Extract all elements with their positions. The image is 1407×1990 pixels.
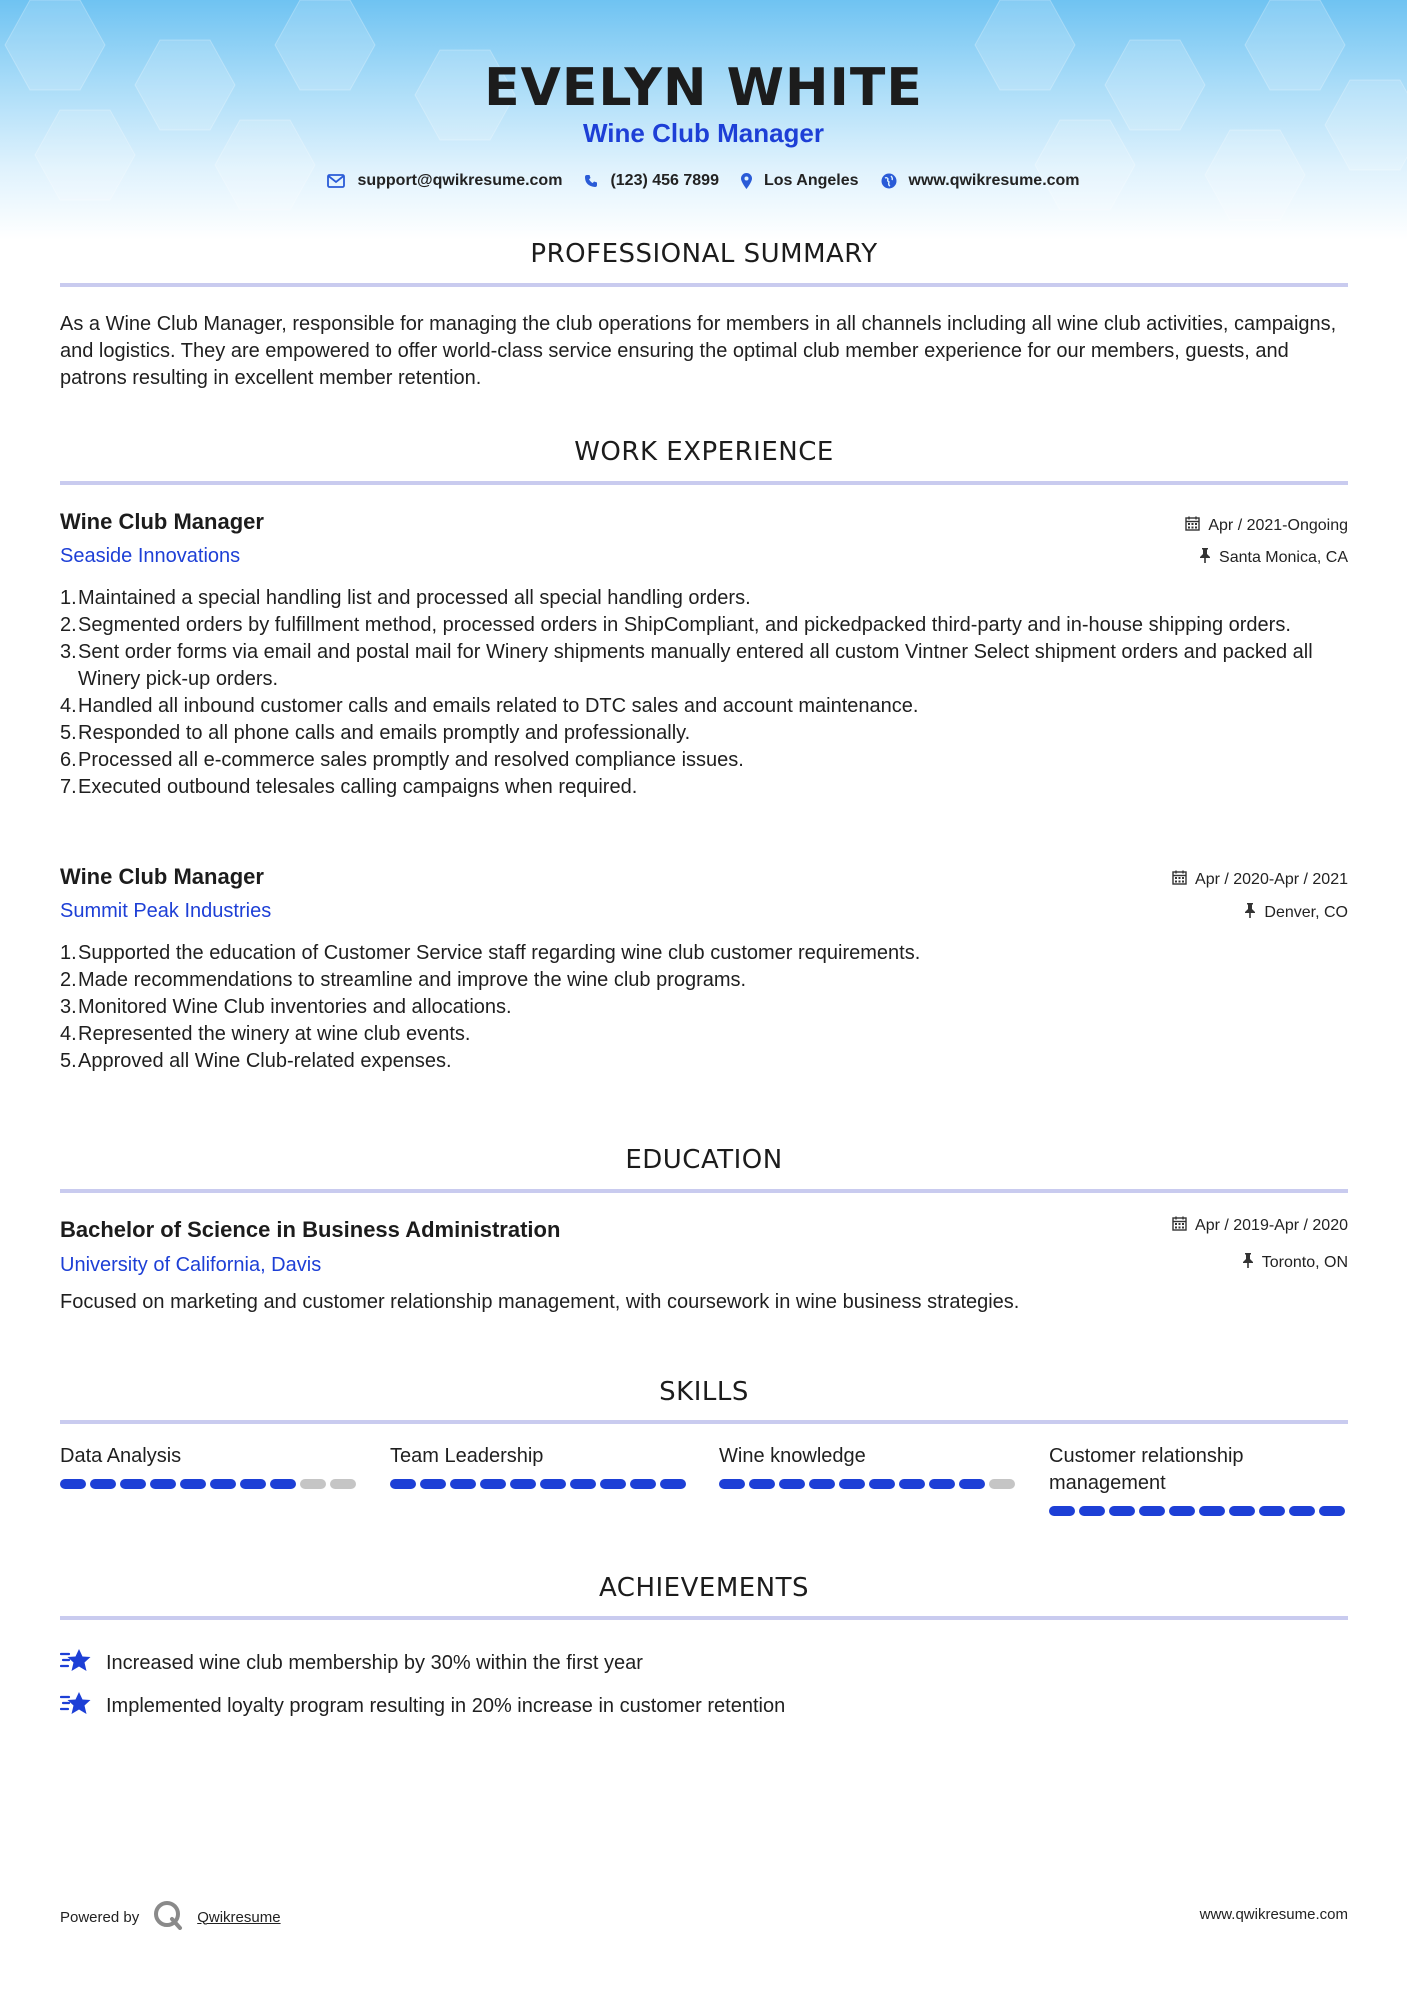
skill-rating-segment bbox=[1259, 1506, 1285, 1516]
map-pin-icon bbox=[741, 173, 752, 189]
skill-rating-bar bbox=[1049, 1506, 1349, 1516]
section-divider bbox=[60, 1189, 1348, 1193]
skill-rating-segment bbox=[989, 1479, 1015, 1489]
skill-rating-segment bbox=[540, 1479, 566, 1489]
skill-name: Team Leadership bbox=[390, 1445, 544, 1467]
list-text: Segmented orders by fulfillment method, processed orders in ShipCompliant, and pickedpacked third-party and in-house shipping orders. bbox=[78, 614, 1291, 636]
summary-text: As a Wine Club Manager, responsible for managing the club operations for members in all channels including all wine club activities, campaigns, and logistics. They are empowered to offer world-class service ensuring the optimal club member experience for our members, guests, and patrons resulting in excellent member retention. bbox=[60, 313, 1337, 389]
achievement-item bbox=[60, 1689, 785, 1723]
skill-rating-segment bbox=[1079, 1506, 1105, 1516]
skill-item bbox=[1049, 1443, 1349, 1516]
dates-text: Apr / 2021-Ongoing bbox=[1208, 517, 1348, 534]
calendar-icon bbox=[1172, 870, 1187, 890]
location-text: Santa Monica, CA bbox=[1219, 549, 1348, 566]
list-number: 4. bbox=[60, 695, 77, 717]
footer-powered-by bbox=[60, 1900, 281, 1934]
list-item bbox=[60, 994, 1348, 1021]
skill-rating-segment bbox=[180, 1479, 206, 1489]
skill-rating-segment bbox=[150, 1479, 176, 1489]
skill-rating-segment bbox=[1289, 1506, 1315, 1516]
location-text: Los Angeles bbox=[763, 172, 859, 189]
list-number: 7. bbox=[60, 776, 77, 798]
skill-rating-segment bbox=[420, 1479, 446, 1489]
list-text: Represented the winery at wine club events. bbox=[78, 1023, 471, 1045]
list-text: Maintained a special handling list and processed all special handling orders. bbox=[78, 587, 751, 609]
company-name: Summit Peak Industries bbox=[60, 900, 272, 922]
list-number: 5. bbox=[60, 722, 77, 744]
list-text: Made recommendations to streamline and improve the wine club programs. bbox=[78, 969, 747, 991]
email-text: support@qwikresume.com bbox=[357, 172, 563, 189]
candidate-role: Wine Club Manager bbox=[582, 118, 824, 148]
list-text: Monitored Wine Club inventories and allocations. bbox=[78, 996, 512, 1018]
skill-rating-segment bbox=[869, 1479, 895, 1489]
skill-rating-segment bbox=[749, 1479, 775, 1489]
skill-rating-segment bbox=[1199, 1506, 1225, 1516]
globe-icon bbox=[881, 173, 897, 189]
job-dates bbox=[1185, 516, 1348, 536]
list-text: Executed outbound telesales calling campaigns when required. bbox=[78, 776, 638, 798]
skill-item bbox=[719, 1443, 1019, 1489]
contact-bar bbox=[0, 172, 1407, 190]
list-item bbox=[60, 1048, 1348, 1075]
skill-rating-segment bbox=[779, 1479, 805, 1489]
skill-rating-segment bbox=[899, 1479, 925, 1489]
list-number: 2. bbox=[60, 969, 77, 991]
job-dates bbox=[1172, 870, 1348, 890]
phone-text: (123) 456 7899 bbox=[610, 172, 719, 189]
contact-phone[interactable] bbox=[584, 172, 719, 190]
list-item bbox=[60, 612, 1348, 639]
skill-rating-segment bbox=[480, 1479, 506, 1489]
list-text: Processed all e-commerce sales promptly and resolved compliance issues. bbox=[78, 749, 744, 771]
education-location bbox=[1242, 1253, 1348, 1273]
skill-name: Data Analysis bbox=[60, 1445, 182, 1467]
skill-rating-segment bbox=[570, 1479, 596, 1489]
list-number: 4. bbox=[60, 1023, 77, 1045]
section-title-experience: WORK EXPERIENCE bbox=[574, 437, 834, 467]
skill-rating-segment bbox=[240, 1479, 266, 1489]
skill-rating-segment bbox=[300, 1479, 326, 1489]
list-item bbox=[60, 774, 1348, 801]
section-divider bbox=[60, 1420, 1348, 1424]
education-dates bbox=[1172, 1216, 1348, 1236]
list-item bbox=[60, 967, 1348, 994]
skill-item bbox=[60, 1443, 360, 1489]
star-icon bbox=[60, 1689, 92, 1723]
list-item bbox=[60, 1021, 1348, 1048]
pushpin-icon bbox=[1242, 1253, 1254, 1273]
skill-rating-segment bbox=[120, 1479, 146, 1489]
school-name: University of California, Davis bbox=[60, 1254, 322, 1276]
achievement-text: Implemented loyalty program resulting in 20% increase in customer retention bbox=[106, 1694, 786, 1717]
pushpin-icon bbox=[1244, 903, 1256, 923]
company-name: Seaside Innovations bbox=[60, 545, 241, 567]
list-item bbox=[60, 940, 1348, 967]
skill-rating-segment bbox=[660, 1479, 686, 1489]
website-text: www.qwikresume.com bbox=[908, 172, 1080, 189]
job-location bbox=[1244, 903, 1348, 923]
skill-rating-segment bbox=[270, 1479, 296, 1489]
list-text: Supported the education of Customer Service staff regarding wine club customer requirements. bbox=[78, 942, 921, 964]
skill-rating-segment bbox=[90, 1479, 116, 1489]
list-number: 2. bbox=[60, 614, 77, 636]
skill-rating-bar bbox=[60, 1479, 360, 1489]
skill-name: Customer relationship management bbox=[1049, 1445, 1244, 1494]
skill-rating-segment bbox=[210, 1479, 236, 1489]
skill-rating-segment bbox=[630, 1479, 656, 1489]
list-item bbox=[60, 693, 1348, 720]
list-item bbox=[60, 747, 1348, 774]
skill-rating-segment bbox=[839, 1479, 865, 1489]
list-number: 5. bbox=[60, 1050, 77, 1072]
education-description: Focused on marketing and customer relationship management, with coursework in wine business strategies. bbox=[60, 1291, 1020, 1313]
section-title-achievements: ACHIEVEMENTS bbox=[598, 1573, 810, 1603]
list-text: Handled all inbound customer calls and emails related to DTC sales and account maintenance. bbox=[78, 695, 919, 717]
job-bullets bbox=[60, 585, 1348, 801]
skill-rating-segment bbox=[809, 1479, 835, 1489]
job-location bbox=[1199, 548, 1348, 568]
skill-name: Wine knowledge bbox=[719, 1445, 866, 1467]
list-number: 1. bbox=[60, 942, 77, 964]
envelope-icon bbox=[327, 174, 345, 188]
job-bullets bbox=[60, 940, 1348, 1075]
skill-rating-segment bbox=[1049, 1506, 1075, 1516]
skill-rating-segment bbox=[600, 1479, 626, 1489]
skill-rating-segment bbox=[390, 1479, 416, 1489]
contact-location bbox=[741, 172, 859, 190]
list-item bbox=[60, 639, 1348, 693]
list-text: Responded to all phone calls and emails promptly and professionally. bbox=[78, 722, 691, 744]
section-divider bbox=[60, 283, 1348, 287]
skill-rating-segment bbox=[719, 1479, 745, 1489]
star-icon bbox=[60, 1646, 92, 1680]
list-number: 3. bbox=[60, 996, 77, 1018]
list-number: 3. bbox=[60, 641, 77, 663]
skill-rating-segment bbox=[959, 1479, 985, 1489]
footer-website[interactable]: www.qwikresume.com bbox=[1199, 1906, 1348, 1923]
dates-text: Apr / 2019-Apr / 2020 bbox=[1195, 1217, 1348, 1234]
job-title: Wine Club Manager bbox=[60, 864, 264, 889]
qwikresume-logo-icon bbox=[153, 1900, 183, 1934]
powered-by-label: Powered by bbox=[60, 1908, 140, 1926]
candidate-name: EVELYN WHITE bbox=[484, 58, 923, 118]
location-text: Toronto, ON bbox=[1261, 1254, 1348, 1271]
phone-icon bbox=[584, 174, 598, 188]
skill-item bbox=[390, 1443, 690, 1489]
list-number: 1. bbox=[60, 587, 77, 609]
skill-rating-segment bbox=[1139, 1506, 1165, 1516]
list-text: Sent order forms via email and postal mail for Winery shipments manually entered all custom Vintner Select shipment orders and packed all Winery pick-up orders. bbox=[78, 641, 1313, 690]
brand-link[interactable]: Qwikresume bbox=[197, 1908, 281, 1926]
skill-rating-segment bbox=[1229, 1506, 1255, 1516]
section-divider bbox=[60, 1616, 1348, 1620]
contact-email[interactable] bbox=[327, 172, 562, 190]
skill-rating-segment bbox=[450, 1479, 476, 1489]
skill-rating-bar bbox=[719, 1479, 1019, 1489]
degree-title: Bachelor of Science in Business Administration bbox=[60, 1217, 561, 1242]
dates-text: Apr / 2020-Apr / 2021 bbox=[1195, 871, 1348, 888]
skill-rating-segment bbox=[1169, 1506, 1195, 1516]
skill-rating-segment bbox=[330, 1479, 356, 1489]
location-text: Denver, CO bbox=[1264, 904, 1348, 921]
section-title-skills: SKILLS bbox=[659, 1377, 749, 1407]
calendar-icon bbox=[1185, 516, 1200, 536]
skill-rating-segment bbox=[510, 1479, 536, 1489]
achievement-item bbox=[60, 1646, 643, 1680]
list-text: Approved all Wine Club-related expenses. bbox=[78, 1050, 452, 1072]
skill-rating-bar bbox=[390, 1479, 690, 1489]
job-title: Wine Club Manager bbox=[60, 509, 264, 534]
section-divider bbox=[60, 481, 1348, 485]
pushpin-icon bbox=[1199, 548, 1211, 568]
achievement-text: Increased wine club membership by 30% within the first year bbox=[106, 1651, 643, 1674]
contact-website[interactable] bbox=[881, 172, 1080, 190]
section-title-summary: PROFESSIONAL SUMMARY bbox=[530, 239, 878, 269]
section-title-education: EDUCATION bbox=[625, 1145, 783, 1175]
calendar-icon bbox=[1172, 1216, 1187, 1236]
skill-rating-segment bbox=[929, 1479, 955, 1489]
list-item bbox=[60, 720, 1348, 747]
skill-rating-segment bbox=[1319, 1506, 1345, 1516]
list-item bbox=[60, 585, 1348, 612]
skill-rating-segment bbox=[1109, 1506, 1135, 1516]
skill-rating-segment bbox=[60, 1479, 86, 1489]
list-number: 6. bbox=[60, 749, 77, 771]
